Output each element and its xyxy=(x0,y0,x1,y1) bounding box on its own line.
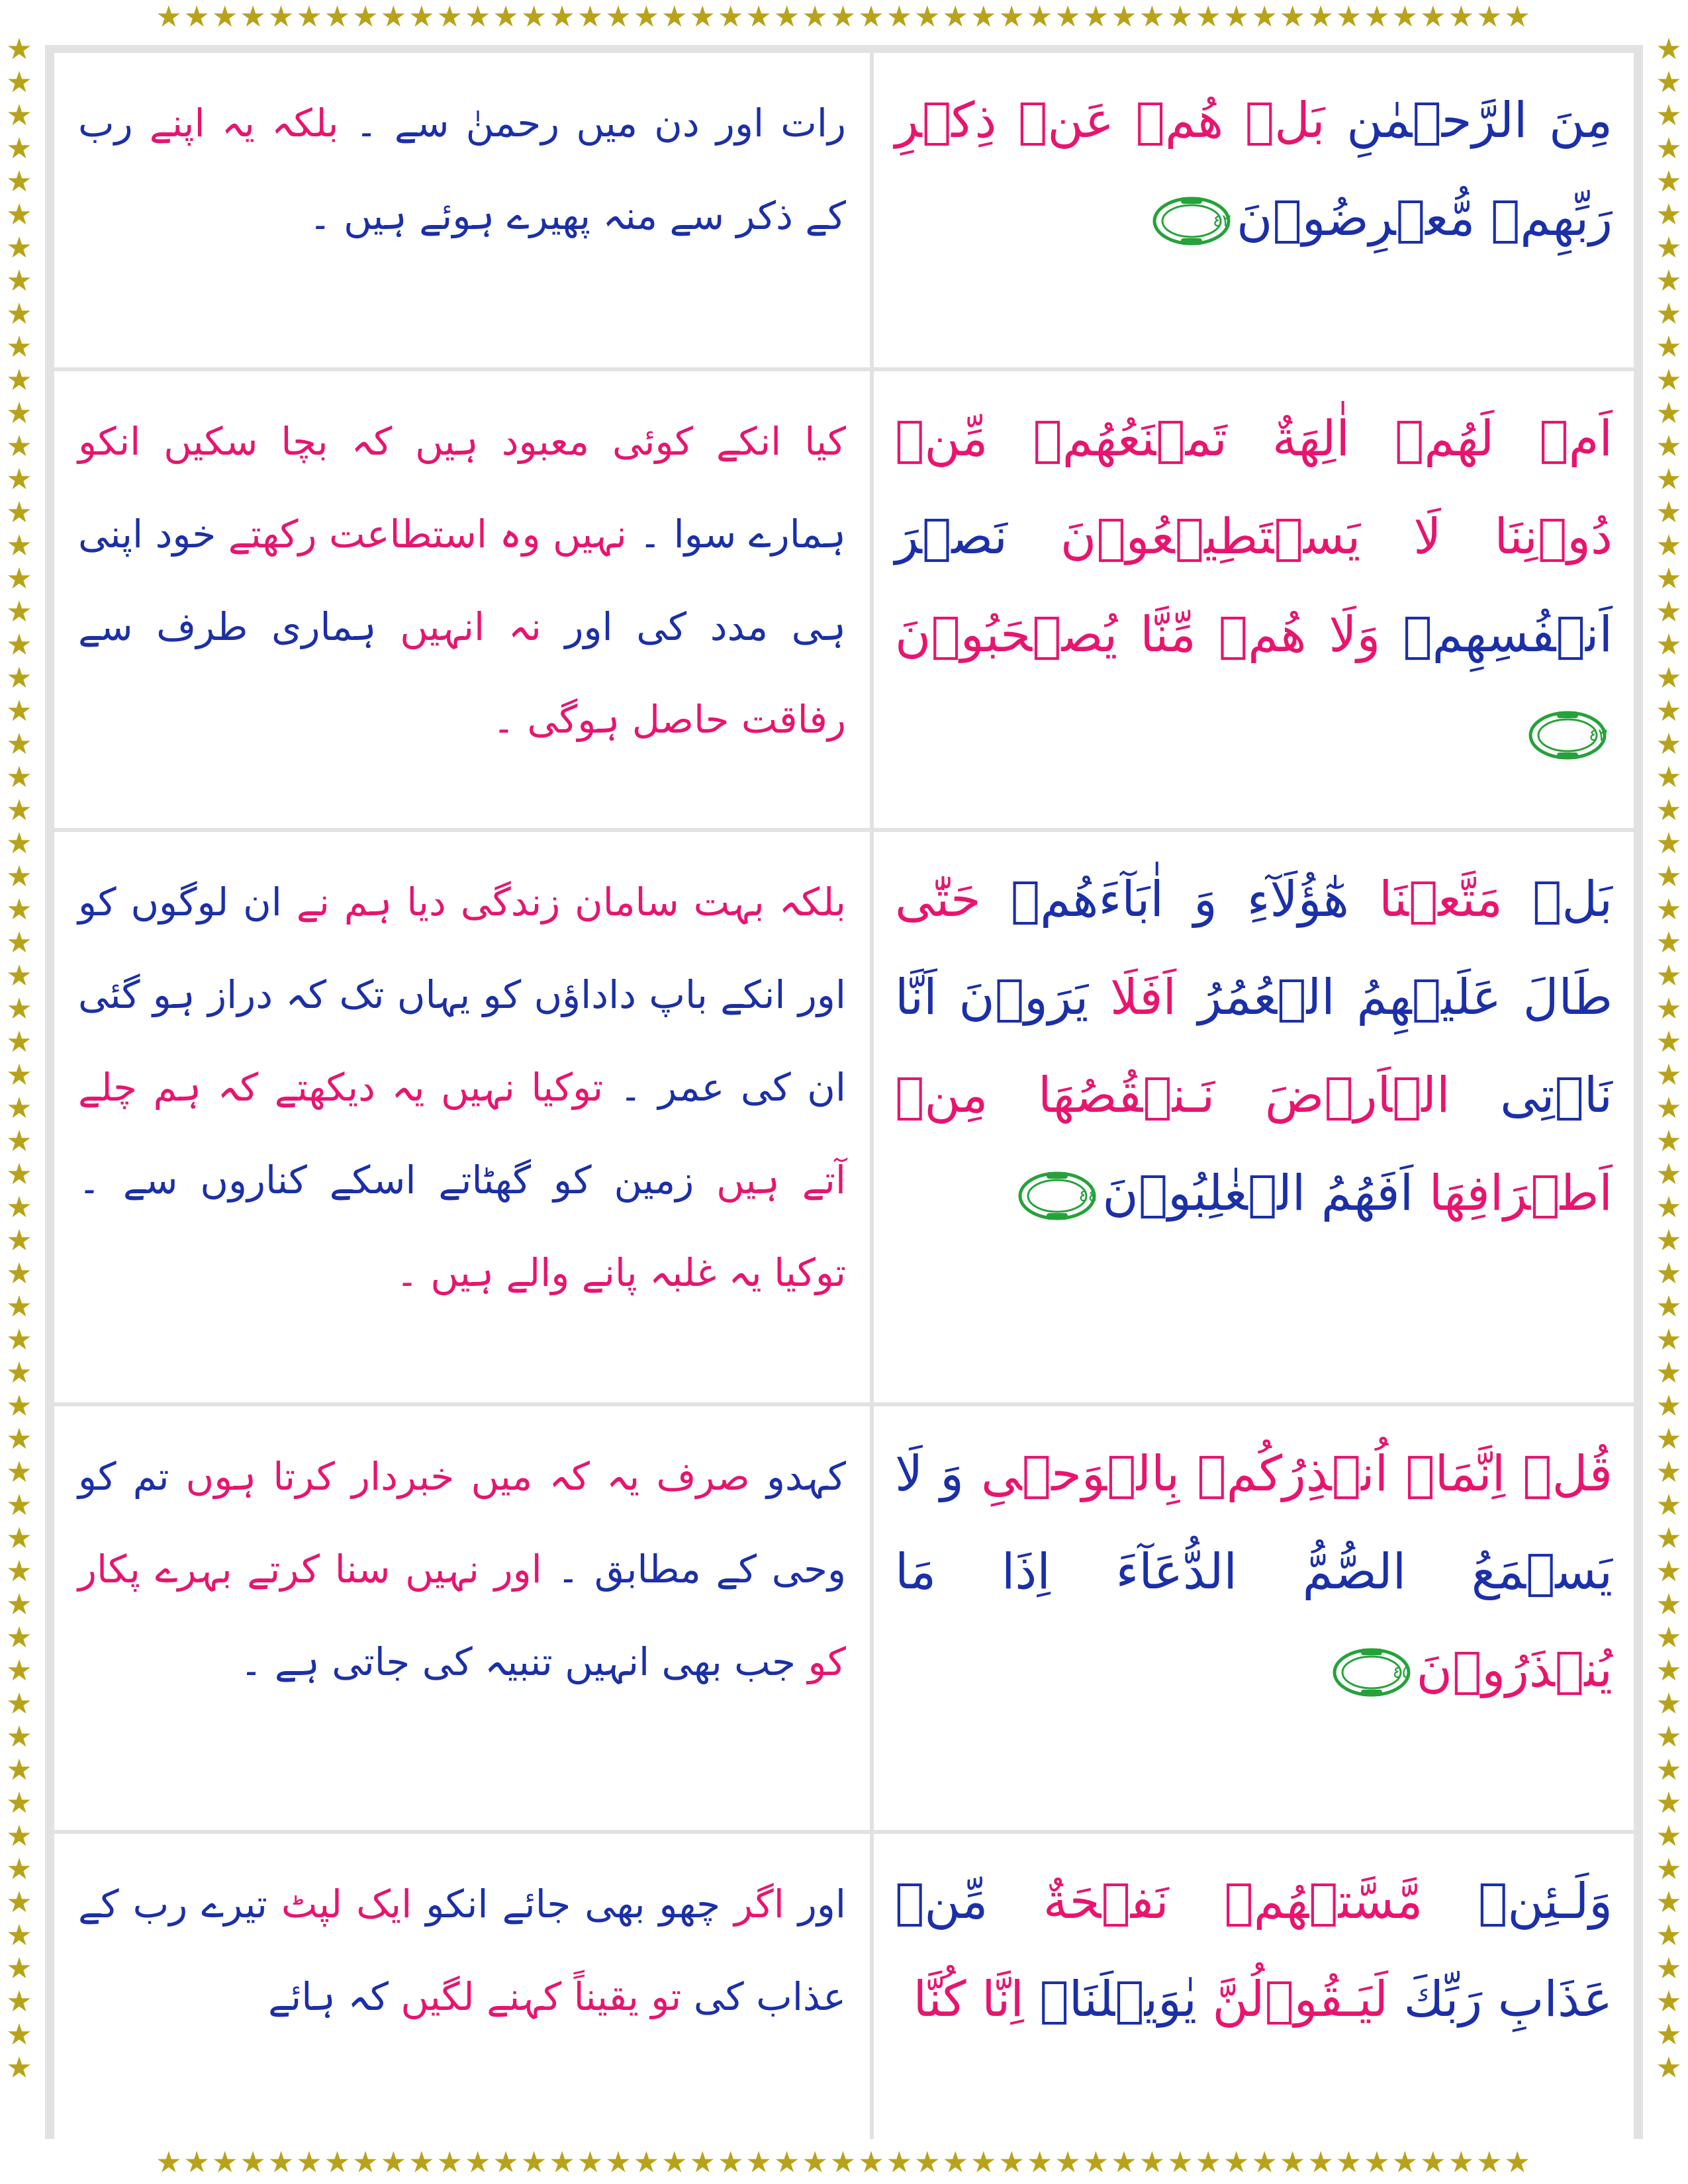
urdu-text-segment: رات اور دن میں رحمنٰ سے ۔ xyxy=(338,101,846,146)
urdu-text-segment: اور نہیں سنا کرتے بہرے پکار کو xyxy=(78,1547,846,1684)
arabic-text-segment: يٰوَيۡلَنَاۤ xyxy=(1023,1971,1197,2028)
urdu-text-segment: جب بھی انہیں تنبیہ کی جاتی ہے ۔ xyxy=(240,1639,796,1684)
ayah-number-marker xyxy=(1528,709,1607,762)
translation-table xyxy=(54,53,1630,2130)
arabic-text-segment: الۡاَرۡضَ نَـنۡقُصُهَا مِنۡ اَطۡرَافِهَا xyxy=(895,1067,1613,1222)
arabic-text-segment: اِنَّا كُنَّا xyxy=(913,1971,1024,2028)
star-border-left: ★★★★★★★★★★★★★★★★★★★★★★★★★★★★★★★★★★★★★★★★★★★★★★★★★★★★★★★★★★★★★★ xyxy=(6,33,32,2085)
arabic-text-segment: نَصۡرَ اَنۡفُسِهِمۡ xyxy=(895,508,1613,663)
urdu-text-segment: رب کے ذکر سے منہ پھیرے ہوئے ہیں ۔ xyxy=(78,101,846,238)
ayah-number-marker xyxy=(1332,1646,1411,1699)
arabic-text-segment: هٰٓؤُلَآءِ وَ اٰبَآءَهُمۡ xyxy=(980,871,1349,928)
arabic-text-segment: اَفَلَا xyxy=(1088,969,1177,1026)
urdu-text-segment: تیرے رب کے عذاب کی xyxy=(78,1882,846,2019)
urdu-text-segment: رفاقت حاصل ہوگی ۔ xyxy=(492,697,846,742)
urdu-text-segment: اور xyxy=(784,1882,846,1927)
urdu-text-segment: کیا انکے کوئی معبود ہیں کہ بچا سکیں انکو xyxy=(78,419,846,464)
arabic-text-segment: وَلَا هُمۡ مِّنَّا يُصۡحَبُوۡنَ xyxy=(895,606,1381,663)
ayah-number: ٤٤ xyxy=(1078,1186,1098,1206)
arabic-text-segment: حَتّٰى xyxy=(895,871,981,928)
urdu-text-segment: زمین کو گھٹاتے اسکے کناروں سے ۔ xyxy=(78,1158,694,1203)
urdu-translation-cell xyxy=(54,1406,870,1830)
arabic-text-segment: قُلۡ اِنَّمَاۤ اُنۡذِرُكُمۡ بِالۡوَحۡىِ xyxy=(963,1445,1613,1502)
star-border-top: ★★★★★★★★★★★★★★★★★★★★★★★★★★★★★★★★★★★★★★★★★★★★★★★★★ xyxy=(156,3,1532,34)
arabic-verse-cell xyxy=(874,1834,1634,2146)
arabic-text-segment: اَمۡ لَهُمۡ اٰلِهَةٌ تَمۡنَعُهُمۡ مِّنۡ دُوۡنِنَا xyxy=(895,410,1613,565)
ayah-number-marker xyxy=(1152,195,1231,248)
arabic-verse-cell xyxy=(874,1406,1634,1830)
urdu-text-segment: توکیا یہ غلبہ پانے والے ہیں ۔ xyxy=(396,1250,846,1295)
urdu-text-segment: صرف یہ کہ میں خبردار کرتا ہوں xyxy=(169,1454,750,1499)
urdu-text-segment: ہمارے سوا ۔ xyxy=(626,512,846,557)
urdu-text-segment: کہ ہائے xyxy=(268,1974,389,2019)
urdu-translation-cell xyxy=(54,371,870,828)
ayah-number-marker xyxy=(1017,1169,1097,1222)
urdu-text-segment: تم کو وحی کے مطابق ۔ xyxy=(78,1454,846,1592)
arabic-text-segment: مَتَّعۡنَا xyxy=(1348,871,1503,928)
arabic-text-segment: وَلَـئِنۡ xyxy=(1423,1873,1613,1930)
arabic-text-segment: مَّسَّتۡهُمۡ نَفۡحَةٌ xyxy=(988,1873,1423,1930)
arabic-text-segment: بَلۡ هُمۡ عَنۡ ذِكۡرِ xyxy=(895,92,1325,149)
urdu-text-segment: تو یقیناً کہنے لگیں xyxy=(388,1974,682,2019)
urdu-text-segment: کہدو xyxy=(749,1454,846,1499)
ayah-number: ٤٣ xyxy=(1589,725,1607,746)
arabic-text-segment: مِّنۡ عَذَابِ رَبِّكَ xyxy=(895,1873,1613,2028)
urdu-translation-cell xyxy=(54,832,870,1402)
star-border-bottom: ★★★★★★★★★★★★★★★★★★★★★★★★★★★★★★★★★★★★★★★★★★★★★★★★★ xyxy=(156,2148,1532,2179)
arabic-text-segment: رَبِّهِمۡ مُّعۡرِضُوۡنَ xyxy=(1236,190,1613,247)
urdu-text-segment: اگر xyxy=(720,1882,784,1927)
urdu-text-segment: توکیا نہیں یہ دیکھتے کہ ہم چلے آتے ہیں xyxy=(78,1065,846,1203)
translation-table-frame xyxy=(45,45,1643,2139)
urdu-text-segment: بلکہ بہت سامان زندگی دیا ہم نے xyxy=(281,880,846,925)
arabic-text-segment: بَلۡ xyxy=(1502,871,1613,928)
star-border-right: ★★★★★★★★★★★★★★★★★★★★★★★★★★★★★★★★★★★★★★★★★★★★★★★★★★★★★★★★★★★★★★ xyxy=(1656,33,1682,2085)
arabic-verse-cell xyxy=(874,832,1634,1402)
arabic-text-segment: لَيَـقُوۡلُنَّ xyxy=(1197,1971,1389,2028)
urdu-text-segment: ان لوگوں کو اور انکے باپ داداؤں کو یہاں تک کہ دراز ہو گئی ان کی عمر ۔ xyxy=(78,880,846,1110)
arabic-text-segment: مِنَ الرَّحۡمٰنِ xyxy=(1325,92,1613,149)
urdu-text-segment: خود اپنی ہی مدد کی اور xyxy=(78,512,846,649)
urdu-text-segment: نہ انہیں xyxy=(376,604,541,649)
urdu-translation-cell xyxy=(54,1834,870,2146)
urdu-text-segment: نہیں وہ استطاعت رکھتے xyxy=(216,512,627,557)
arabic-verse-cell xyxy=(874,53,1634,367)
urdu-text-segment: ہماری طرف سے xyxy=(78,604,377,649)
urdu-text-segment: بلکہ یہ اپنے xyxy=(132,101,339,146)
ayah-number: ٤٥ xyxy=(1392,1662,1411,1683)
arabic-text-segment: طَالَ عَلَيۡهِمُ الۡعُمُرُ xyxy=(1176,969,1613,1026)
arabic-text-segment: اَفَهُمُ الۡغٰلِبُوۡنَ xyxy=(1102,1165,1414,1222)
arabic-verse-cell xyxy=(874,371,1634,828)
ayah-number: ٤٢ xyxy=(1213,211,1231,232)
urdu-translation-cell xyxy=(54,53,870,367)
arabic-text-segment: وَ لَا يَسۡمَعُ الصُّمُّ الدُّعَآءَ اِذَا مَا xyxy=(895,1445,1613,1600)
arabic-text-segment: لَا يَسۡتَطِيۡعُوۡنَ xyxy=(1008,508,1442,565)
arabic-text-segment: يَرَوۡنَ اَنَّا نَاۡتِى xyxy=(895,969,1613,1124)
arabic-text-segment: يُنۡذَرُوۡنَ xyxy=(1416,1641,1613,1698)
urdu-text-segment: چھو بھی جائے انکو xyxy=(412,1882,721,1927)
urdu-text-segment: ایک لپٹ xyxy=(267,1882,412,1927)
